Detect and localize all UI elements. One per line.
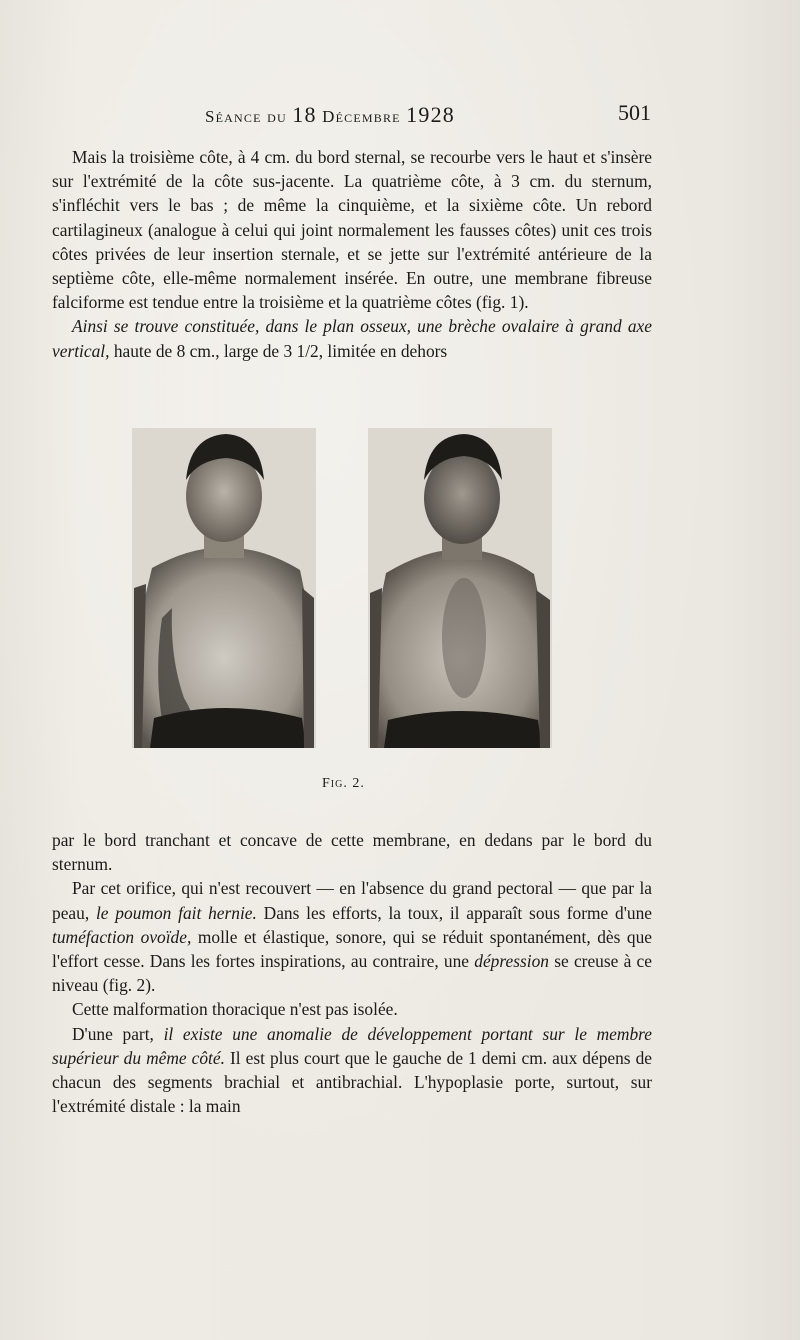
paragraph-ribs: Mais la troisième côte, à 4 cm. du bord sternal, se recourbe vers le haut et s'insère sur l'extrémité de la côte sus-jacente. La quatrième côte, à 3 cm. du sternum, s'infléchit vers le bas ; de même la cinquième, et la sixième côte. Un rebord cartilagineux (analogue à celui qui joint normalement les fausses côtes) unit ces trois côtes privées de leur insertion sternale, et se jette sur l'extrémité antérieure de la septième côte, elle-même normalement insérée. En outre, une membrane fibreuse falciforme est tendue entre la troisième et la quatrième côtes (fig. 1). bbox=[52, 147, 652, 313]
figure-2 bbox=[132, 428, 572, 748]
header-prefix: Séance du bbox=[205, 107, 287, 126]
photo-front-right bbox=[368, 428, 552, 748]
photo-front-left bbox=[132, 428, 316, 748]
hernia-b-italic: le poumon fait hernie. bbox=[95, 902, 257, 923]
paragraph-anomaly bbox=[52, 1022, 652, 1119]
hernia-d-italic: tuméfaction ovoïde, bbox=[52, 926, 192, 947]
anomaly-a: D'une part, bbox=[72, 1023, 164, 1044]
paragraph-membrane: par le bord tranchant et concave de cette membrane, en dedans par le bord du sternum. bbox=[52, 830, 652, 875]
header-month: Décembre bbox=[322, 107, 401, 126]
hernia-e: molle et élastique, sonore, qui se réduit spontanément, dès que l'effort cesse. Dans les fortes inspirations, au contraire, une bbox=[52, 926, 652, 972]
anomaly-c: Il est plus court que le gauche de 1 demi cm. aux dépens de chacun des segments brachial et antibrachial. L'hypoplasie porte, surtout, sur l'extrémité distale : la main bbox=[52, 1047, 652, 1117]
figure-caption: Fig. 2. bbox=[322, 776, 365, 791]
paragraph-hernia bbox=[52, 876, 652, 997]
running-head-title bbox=[205, 102, 455, 128]
header-day: 18 bbox=[292, 102, 317, 127]
paragraph-malformation: Cette malformation thoracique n'est pas isolée. bbox=[72, 999, 398, 1020]
hernia-f-italic: dépression bbox=[474, 951, 549, 972]
running-head bbox=[205, 100, 651, 130]
page-number: 501 bbox=[618, 100, 651, 125]
hernia-c: Dans les efforts, la toux, il apparaît sous forme d'une bbox=[256, 902, 652, 923]
text-block-bottom bbox=[52, 828, 652, 1118]
header-year: 1928 bbox=[406, 102, 455, 127]
italic-phrase: Ainsi se trouve constituée, dans le plan osseux, une brèche ovalaire à grand axe vertical, bbox=[52, 316, 652, 361]
text-block-top bbox=[52, 145, 652, 363]
hernia-a: Par cet orifice, qui n'est recouvert — en l'absence du grand pectoral — que par la peau, bbox=[52, 878, 652, 923]
paragraph-breach bbox=[52, 314, 652, 362]
paragraph-breach-rest: haute de 8 cm., large de 3 1/2, limitée en dehors bbox=[109, 340, 448, 361]
anomaly-b-italic: il existe une anomalie de développement portant sur le membre supérieur du même côté. bbox=[52, 1023, 652, 1068]
hernia-g: se creuse à ce niveau (fig. 2). bbox=[52, 951, 652, 996]
